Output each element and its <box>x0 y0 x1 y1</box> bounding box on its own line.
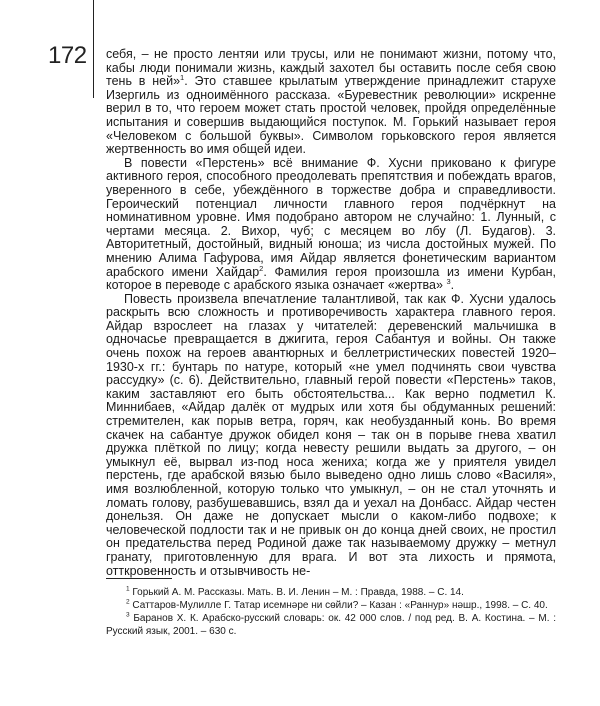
paragraph-2 <box>106 157 556 293</box>
text-span: В повести «Перстень» всё внимание Ф. Хусни приковано к фигуре активного героя, способного преодолевать препятствия и побеждать врагов, уверенного в себе, убеждённого в торжестве добра и справедливости. Героический потенциал личности главного героя подчёркнут на номинативном уровне. Имя подобрано автором не случайно: 1. Лунный, с чертами месяца. 2. Вихор, чуб; с месяцем во лбу (Л. Будагов). 3. Авторитетный, достойный, видный юноша; из числа достойных мужей. По мнению Алима Гафурова, имя Айдар является фонетическим вариантом арабского имени Хайдар <box>106 155 556 279</box>
footnote-mark: 3 <box>126 611 130 619</box>
footnote-mark: 1 <box>126 585 130 593</box>
margin-rule <box>93 0 94 98</box>
main-text <box>106 48 556 578</box>
text-span: себя, – не просто лентяи или трусы, или не понимают жизни, потому что, кабы люди понимали жизнь, каждый захотел бы оставить после себя свою тень в ней» <box>106 47 556 89</box>
footnote-text: Баранов Х. К. Арабско-русский словарь: ок. 42 000 слов. / под ред. В. А. Костина. – М. : Русский язык, 2001. – 630 с. <box>106 613 556 637</box>
paragraph-1 <box>106 48 556 157</box>
footnote-ref-2: 2 <box>259 263 264 273</box>
footnote-separator <box>106 578 172 579</box>
footnote-1 <box>106 586 556 599</box>
footnote-3 <box>106 612 556 638</box>
footnote-ref-3: 3 <box>446 276 451 286</box>
text-span: . Это ставшее крылатым утверждение принадлежит старухе Изергиль из одноимённого рассказа. «Буревестник революции» искренне верил в то, что героем может стать простой человек, пройдя определённые испытания и совершив выдающийся поступок. М. Горький называет героя «Человеком с большой буквы». Символом горьковского героя является жертвенность во имя общей идеи. <box>106 74 556 157</box>
paragraph-3 <box>106 293 556 578</box>
text-span: . Фамилия героя произошла из имени Курбан, которое в переводе с арабского языка означает «жертва» <box>106 264 556 293</box>
footnote-mark: 2 <box>126 598 130 606</box>
page-number: 172 <box>48 42 87 69</box>
footnote-text: Саттаров-Мулилле Г. Татар исемнәре ни сөйли? – Казан : «Раннур» нәшр., 1998. – С. 40. <box>129 600 548 611</box>
text-span: Повесть произвела впечатление талантливой, так как Ф. Хусни удалось раскрыть всю сложность и противоречивость характера главного героя. Айдар взрослеет на глазах у читателей: деревенский мальчишка в одночасье превращается в джигита, героя Сабантуя и войны. Он также очень похож на героев авантюрных и беллетристических повестей 1920–1930-х гг.: бунтарь по натуре, который «не умел подчинять свои чувства рассудку» (с. 6). Действительно, главный герой повести «Перстень» таков, каким заставляют его быть обстоятельства... Как верно подметил К. Миннибаев, «Айдар далёк от мудрых или хотя бы обдуманных решений: стремителен, как порыв ветра, горяч, как необузданный конь. Во время скачек на сабантуе дружок обидел коня – так он в порыве гнева хватил дружка плёткой по лицу; когда невесту решили выдать за другого, – он умыкнул её, вырвал из-под носа жениха; когда же у приятеля увидел перстень, где арабской вязью было выведено одно лишь слово «Василя», имя возлюбленной, которую только что умыкнул, – он не стал уточнять и ломать голову, разбушевавшись, взял да и уехал на Донбасс. Айдар честен донельзя. Он даже не допускает мысли о каком-либо подвохе; к человеческой подлости так и не привык он до конца дней своих, не простил он предательства перед Родиной даже так называемому дружку – метнул гранату, приготовленную для врага. И вот эта лихость и прямота, отткровенность и отзывчивость не- <box>106 291 556 578</box>
footnotes <box>106 586 556 638</box>
footnote-ref-1: 1 <box>180 73 185 83</box>
footnote-text: Горький А. М. Рассказы. Мать. В. И. Ленин – М. : Правда, 1988. – С. 14. <box>129 587 464 598</box>
footnote-2 <box>106 599 556 612</box>
text-span: . <box>450 278 455 293</box>
